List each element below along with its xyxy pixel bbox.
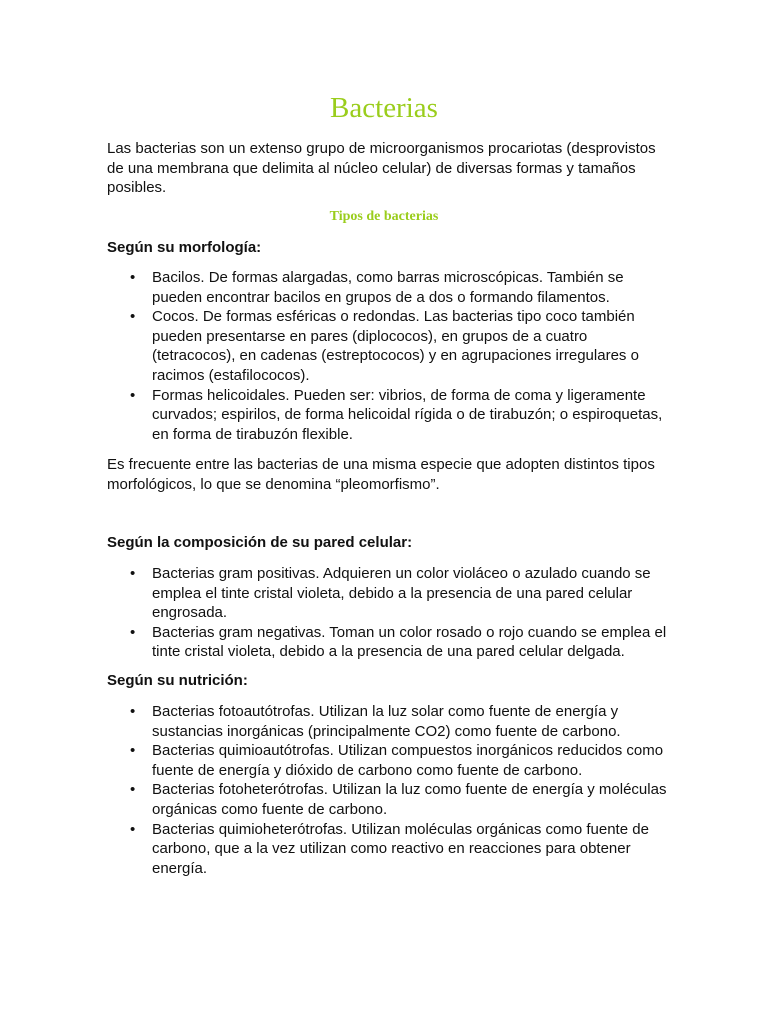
list-item-text: Cocos. De formas esféricas o redondas. Las bacterias tipo coco también pueden presentarse en pares (diplococos), en grupos de a cuatro (tetracocos), en cadenas (estreptococos) y en agrupaciones irregulares o racimos (estafilococos). [152, 308, 639, 384]
list-item-text: Bacterias gram positivas. Adquieren un color violáceo o azulado cuando se emplea el tinte cristal violeta, debido a la presencia de una pared celular engrosada. [152, 565, 651, 622]
list-item [107, 564, 667, 623]
pleomorphism-note: Es frecuente entre las bacterias de una misma especie que adopten distintos tipos morfológicos, lo que se denomina “pleomorfismo”. [107, 456, 655, 493]
intro-paragraph: Las bacterias son un extenso grupo de microorganismos procariotas (desprovistos de una membrana que delimita al núcleo celular) de diversas formas y tamaños posibles. [107, 140, 656, 197]
list-item-text: Bacterias gram negativas. Toman un color rosado o rojo cuando se emplea el tinte cristal violeta, debido a la presencia de una pared celular delgada. [152, 623, 667, 661]
list-item [107, 820, 667, 879]
morphology-list [107, 268, 667, 444]
list-item-text: Formas helicoidales. Pueden ser: vibrios, de forma de coma y ligeramente curvados; espirilos, de forma helicoidal rígida o de tirabuzón; o espiroquetas, en forma de tirabuzón flexible. [152, 386, 663, 443]
bullet-icon: • [130, 565, 136, 582]
bullet-icon: • [130, 308, 136, 326]
list-item [107, 386, 667, 445]
list-item [107, 741, 667, 780]
page-title: Bacterias [330, 92, 438, 124]
list-item-text: Bacterias fotoautótrofas. Utilizan la luz solar como fuente de energía y sustancias inorgánicas (principalmente CO2) como fuente de carbono. [152, 703, 621, 740]
list-item [107, 623, 667, 662]
list-item [107, 307, 667, 385]
list-item-text: Bacilos. De formas alargadas, como barras microscópicas. También se pueden encontrar bacilos en grupos de a dos o formando filamentos. [152, 269, 624, 306]
list-item [107, 268, 667, 307]
list-item-text: Bacterias fotoheterótrofas. Utilizan la luz como fuente de energía y moléculas orgánicas como fuente de carbono. [152, 781, 667, 818]
list-item-text: Bacterias quimioheterótrofas. Utilizan moléculas orgánicas como fuente de carbono, que a la vez utilizan como reactivo en reacciones para obtener energía. [152, 820, 649, 877]
bullet-icon: • [130, 820, 136, 838]
bullet-icon: • [130, 623, 136, 641]
cell-wall-heading: Según la composición de su pared celular: [107, 534, 413, 551]
nutrition-list [107, 702, 667, 878]
morphology-heading: Según su morfología: [107, 239, 262, 256]
section-subtitle: Tipos de bacterias [329, 209, 439, 224]
bullet-icon: • [130, 781, 136, 799]
bullet-icon: • [130, 269, 136, 286]
nutrition-heading: Según su nutrición: [107, 672, 248, 689]
bullet-icon: • [130, 742, 136, 760]
bullet-icon: • [130, 703, 136, 720]
list-item [107, 702, 667, 741]
cell-wall-list [107, 564, 667, 662]
list-item-text: Bacterias quimioautótrofas. Utilizan compuestos inorgánicos reducidos como fuente de energía y dióxido de carbono como fuente de carbono. [152, 742, 664, 779]
list-item [107, 780, 667, 819]
bullet-icon: • [130, 386, 136, 404]
